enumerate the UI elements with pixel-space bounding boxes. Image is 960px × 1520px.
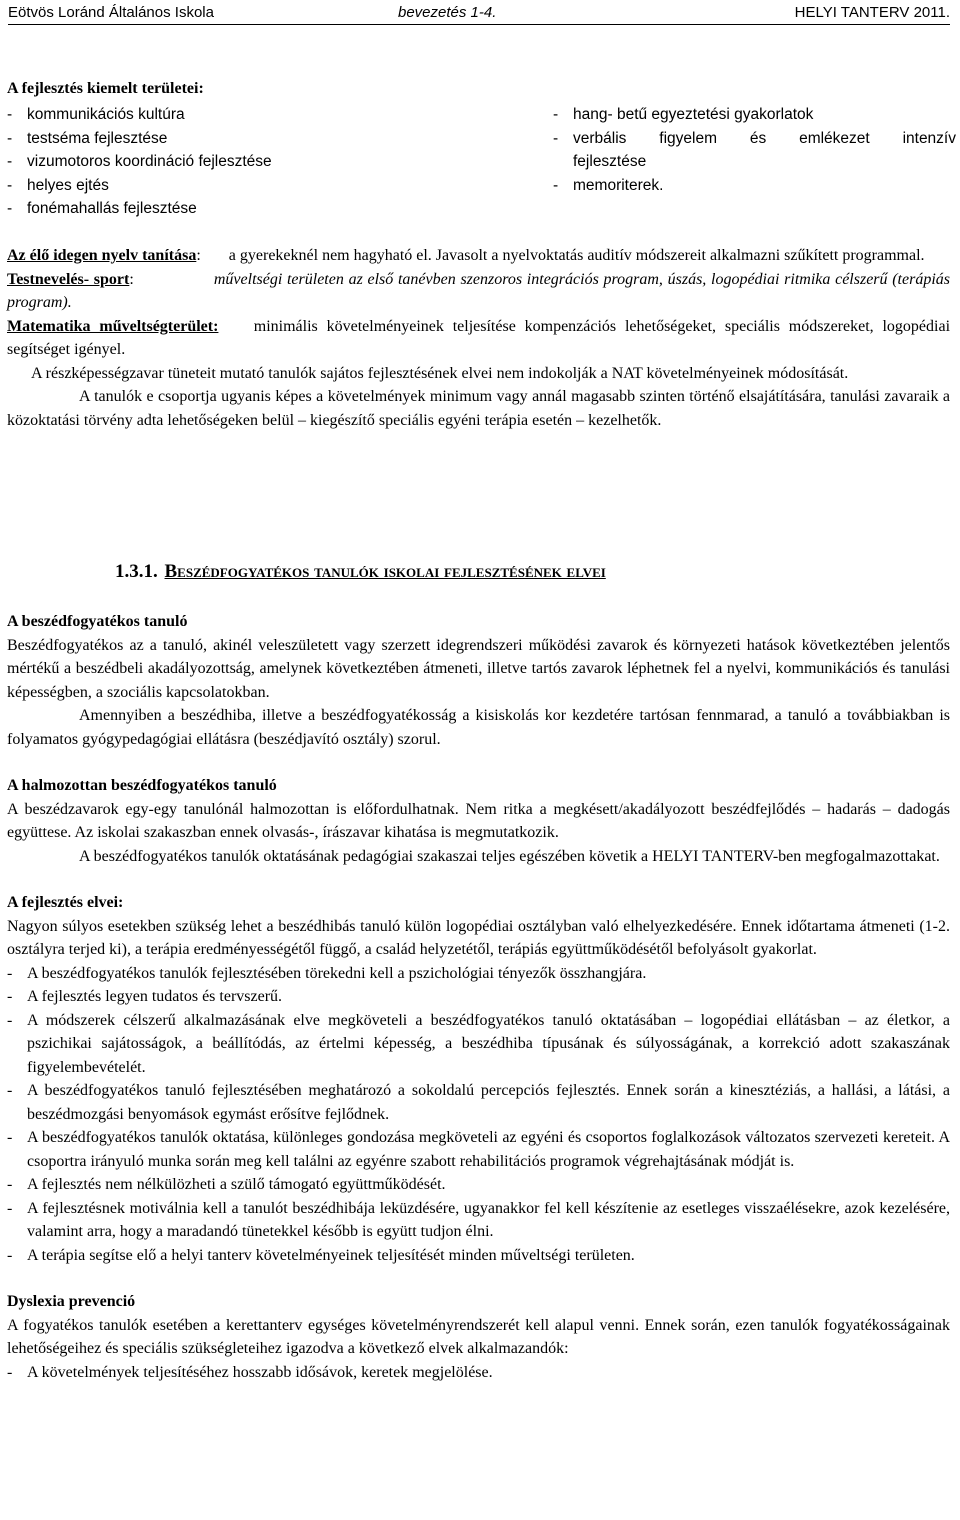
list-item: - A követelmények teljesítéséhez hosszabb idősávok, keretek megjelölése. <box>7 1363 493 1381</box>
list-item: - vizumotoros koordináció fejlesztése <box>7 153 272 170</box>
pe-note: Testnevelés- sport: műveltségi területen az első tanévben szenzoros integrációs program, úszás, logopédiai ritmika célszerű (terápiás program). <box>7 270 951 311</box>
list-item: - A módszerek célszerű alkalmazásának elve megköveteli a beszédfogyatékos tanuló oktatásában – logopédiai ellátásban – az életkor, a pszichikai sajátosságok, a beállítódás, az értelmi képesség, a beszédhiba típusának és súlyosságának, a korrekció adott szakaszának figyelembevételét. <box>7 1011 950 1076</box>
section-heading: Beszédfogyatékos tanulók iskolai fejlesztésének elvei <box>164 561 606 582</box>
math-note: Matematika műveltségterület: minimális követelményeinek teljesítése kompenzációs lehetőségeket, speciális módszereket, logopédiai segítséget igényel. <box>7 317 951 358</box>
dev-areas-columns <box>7 103 956 223</box>
list-item: - A fejlesztés legyen tudatos és tervszerű. <box>7 988 283 1005</box>
list-item: - memoriterek. <box>553 176 664 194</box>
principles-p1: Nagyon súlyos esetekben szükség lehet a beszédhibás tanuló külön logopédiai osztályban való elhelyezkedésére. Ennek időtartama átmeneti (1-2. osztályra terjed ki), a terápia eredményességétől függő, a család helyzetétől, terápiás együttműködésétől befolyásolt gyakorlat. <box>7 917 950 958</box>
section-title <box>115 559 606 585</box>
list-item: - hang- betű egyeztetési gyakorlatok <box>553 106 814 123</box>
multi-p2: A beszédfogyatékos tanulók oktatásának pedagógiai szakaszai teljes egészében követik a HELYI TANTERV-ben megfogalmazottakat. <box>79 847 940 865</box>
list-item: - A terápia segítse elő a helyi tanterv követelményeinek teljesítését minden műveltségi területen. <box>7 1246 635 1264</box>
principles-heading: A fejlesztés elvei: <box>7 894 124 911</box>
dev-areas-title-block <box>7 77 950 101</box>
dev-areas-title: A fejlesztés kiemelt területei: <box>7 80 204 97</box>
multi-heading: A halmozottan beszédfogyatékos tanuló <box>7 777 277 794</box>
dyslexia-heading: Dyslexia prevenció <box>7 1293 136 1310</box>
list-item: - A fejlesztésnek motiválnia kell a tanulót beszédhibája leküzdésére, ugyanakkor fel kell készítenie az esetleges visszaélésekre, azok kezelésére, valamint arra, hogy a maradandó tünetekkel később is együtt tudjon élni. <box>7 1199 950 1240</box>
multi-p1: A beszédzavarok egy-egy tanulónál halmozottan is előfordulhatnak. Nem ritka a megkésett/akadályozott beszédfejlődés – hadarás – dadogás együttese. Az iskolai szakaszban ennek olvasás-, írászavar kihatása is megmutatkozik. <box>7 800 950 841</box>
partial-skills-p1: A részképességzavar tüneteit mutató tanulók sajátos fejlesztésének elvei nem indokolják a NAT követelményeinek módosítását. <box>31 364 849 382</box>
header-section: bevezetés 1-4. <box>398 4 497 21</box>
list-item: - testséma fejlesztése <box>7 129 168 147</box>
list-item: - helyes ejtés <box>7 176 109 194</box>
list-item: - kommunikációs kultúra <box>7 106 185 123</box>
page-header <box>8 2 950 25</box>
dev-areas-left-list <box>7 103 407 221</box>
list-item: - verbális figyelem és emlékezet intenzív <box>553 129 956 147</box>
header-school-name: Eötvös Loránd Általános Iskola <box>8 4 214 21</box>
main-body <box>7 610 950 1384</box>
header-document-title: HELYI TANTERV 2011. <box>794 4 950 21</box>
list-item: - A beszédfogyatékos tanuló fejlesztésében meghatározó a sokoldalú percepciós fejlesztés. Ennek során a kinesztéziás, a hallási, a látási, a beszédmozgási benyomások egymást erősítve fejlődnek. <box>7 1082 950 1123</box>
speech-heading: A beszédfogyatékos tanuló <box>7 613 188 630</box>
list-item: - A beszédfogyatékos tanulók oktatása, különleges gondozása megköveteli az egyéni és csoportos foglalkozások változatos szervezeti kereteit. A csoportra irányuló munka során meg kell találni az egyénre szabott rehabilitációs programok végrehajtásának módját is. <box>7 1129 950 1170</box>
dyslexia-p1: A fogyatékos tanulók esetében a kerettanterv egységes követelményrendszerét kell alapul venni. Ennek során, ezen tanulók fogyatékosságainak lehetőségeihez és speciális szükségleteihez igazodva a következő elvek alkalmazandók: <box>7 1316 950 1357</box>
list-item: - A fejlesztés nem nélkülözheti a szülő támogató együttműködését. <box>7 1176 446 1193</box>
speech-p2: Amennyiben a beszédhiba, illetve a beszédfogyatékosság a kisiskolás kor kezdetére tartósan fennmarad, a tanuló a továbbiakban is folyamatos gyógypedagógiai ellátásra (beszédjavító osztály) szorul. <box>7 707 950 748</box>
section-number: 1.3.1. <box>115 561 158 582</box>
subject-notes <box>7 244 950 432</box>
list-item-continuation: fejlesztése <box>573 153 647 170</box>
dev-areas-right-list <box>553 103 956 197</box>
list-item: - A beszédfogyatékos tanulók fejlesztésében törekedni kell a pszichológiai tényezők összhangjára. <box>7 964 647 982</box>
list-item: - fonémahallás fejlesztése <box>7 200 197 217</box>
speech-p1: Beszédfogyatékos az a tanuló, akinél veleszületett vagy szerzett idegrendszeri működési zavarok és környezeti hatások következtében jelentős mértékű a beszédbeli akadályozottság, amelynek következtében átmeneti, illetve tartós zavarok léphetnek fel a nyelvi, kommunikációs és tanulási képességben, a szociális kapcsolatokban. <box>7 636 950 701</box>
foreign-language-note: Az élő idegen nyelv tanítása: a gyerekeknél nem hagyható el. Javasolt a nyelvoktatás auditív módszereit alkalmazni szűkített programmal. <box>7 247 925 264</box>
partial-skills-p2: A tanulók e csoportja ugyanis képes a követelmények minimum vagy annál magasabb szinten történő elsajátítására, tanulási zavaraik a közoktatási törvény adta lehetőségeken belül – kiegészítő speciális egyéni terápia esetén – kezelhetők. <box>7 388 950 429</box>
